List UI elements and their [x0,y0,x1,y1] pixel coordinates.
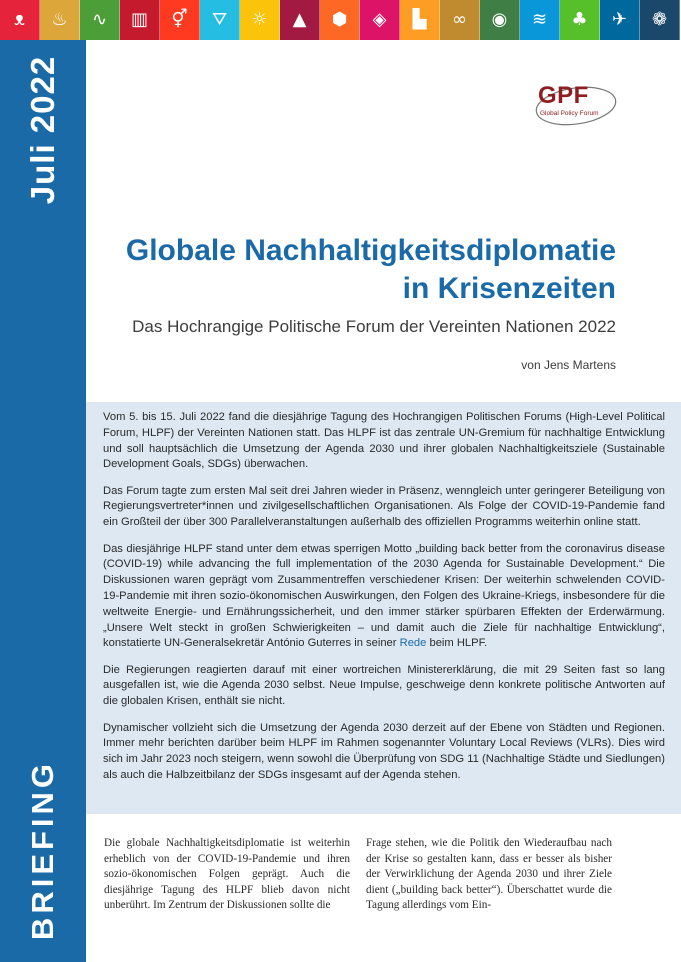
sidebar-date-text: Juli 2022 [24,55,61,205]
industry-innovation-icon: ⬢ [320,0,360,40]
summary-p3-text: Das diesjährige HLPF stand unter dem etwas sperrigen Motto „building back better from the coronavirus disease (COVID-19) while advancing the full implementation of the 2030 Agenda for Sustainable Development.“ Die Diskussionen waren geprägt vom Zusammentreffen verschiedener Krisen: Der weiterhin schwelenden COVID-19-Pandemie mit ihren sozio-ökonomischen Auswirkungen, den Folgen des Ukraine-Kriegs, insbesondere für die weltweite Energie- und Ernährungssicherheit, und den immer stärker spürbaren Effekten der Erderwärmung. „Unsere Welt steckt in großen Schwierigkeiten – und damit auch die Ziele für nachhaltige Entwicklung“, konstatierte UN-Generalsekretär António Guterres in seiner [103,542,665,650]
sdg-icon-strip [0,0,681,40]
summary-paragraph-2: Das Forum tagte zum ersten Mal seit drei Jahren wieder in Präsenz, wenngleich unter geringerer Beteiligung von Regierungsvertreter*innen und zivilgesellschaftlichen Organisationen. Als Folge der COVID-19-Pandemie fand ein Großteil der über 300 Parallelveranstaltungen außerhalb des offiziellen Programms weiterhin online statt. [103,484,665,529]
logo-subtext: Global Policy Forum [540,110,599,117]
sidebar-briefing-label [0,760,86,940]
summary-paragraph-3 [103,542,665,653]
life-below-water-icon: ≋ [520,0,560,40]
reduced-inequalities-icon: ◈ [360,0,400,40]
title-line-2: in Krisenzeiten [402,272,616,305]
sidebar-briefing-text: BRIEFING [25,759,60,941]
summary-paragraph-1: Vom 5. bis 15. Juli 2022 fand die diesjährige Tagung des Hochrangigen Politischen Forums (High-Level Political Forum, HLPF) der Vereinten Nationen statt. Das HLPF ist das zentrale UN-Gremium für nachhaltige Entwicklung und soll hauptsächlich die Umsetzung der Agenda 2030 und ihrer globalen Nachhaltigkeitsziele (Sustainable Development Goals, SDGs) überwachen. [103,411,665,471]
body-column-right: Frage stehen, wie die Politik den Wiederaufbau nach der Krise so gestalten kann, dass er besser als bisher der Verwirklichung der Agenda 2030 und ihrer Ziele dient („building back better“). Überschattet wurde die Tagung allerdings vom Ein- [366,837,612,911]
climate-action-icon: ◉ [480,0,520,40]
logo-text: GPF [538,82,589,109]
responsible-consumption-icon: ∞ [440,0,480,40]
peace-justice-icon: ✈ [600,0,640,40]
page-title [96,232,616,308]
summary-box [86,402,681,814]
speech-link[interactable]: Rede [399,637,427,650]
clean-energy-icon: ☼ [240,0,280,40]
sidebar-date [0,40,86,220]
partnerships-icon: ❁ [640,0,680,40]
summary-p3-end: beim HLPF. [426,637,488,650]
author-line: von Jens Martens [521,358,616,372]
summary-paragraph-4: Die Regierungen reagierten darauf mit einer wortreichen Ministererklärung, die mit 29 Seiten fast so lang ausgefallen ist, wie die Agenda 2030 selbst. Neue Impulse, geschweige denn konkrete politische Antworten auf die globalen Krisen, enthält sie nicht. [103,663,665,708]
decent-work-icon: ▲ [280,0,320,40]
body-columns [104,836,612,914]
body-column-left: Die globale Nachhaltigkeitsdiplomatie ist weiterhin erheblich von der COVID-19-Pandemie und ihren sozio-ökonomischen Folgen geprägt. Auch die diesjährige Tagung des HLPF blieb davon nicht unberührt. Im Zentrum der Diskussionen sollte die [104,837,350,911]
clean-water-icon: ⛛ [200,0,240,40]
good-health-icon: ∿ [80,0,120,40]
zero-hunger-icon: ♨ [40,0,80,40]
sustainable-cities-icon: ▙ [400,0,440,40]
no-poverty-icon: ᴥ [0,0,40,40]
gpf-logo [530,80,620,130]
title-line-1: Globale Nachhaltigkeitsdiplomatie [125,234,616,267]
summary-paragraph-5: Dynamischer vollzieht sich die Umsetzung der Agenda 2030 derzeit auf der Ebene von Städten und Regionen. Immer mehr berichten darüber beim HLPF im Rahmen sogenannter Voluntary Local Reviews (VLRs). Dies wird sich im Jahr 2023 noch steigern, wenn sowohl die Überprüfung von SDG 11 (Nachhaltige Städte und Siedlungen) als auch die Halbzeitbilanz der SDGs insgesamt auf der Agenda stehen. [103,721,665,781]
life-on-land-icon: ♣ [560,0,600,40]
page-subtitle: Das Hochrangige Politische Forum der Vereinten Nationen 2022 [132,317,616,336]
gender-equality-icon: ⚥ [160,0,200,40]
quality-education-icon: ▥ [120,0,160,40]
